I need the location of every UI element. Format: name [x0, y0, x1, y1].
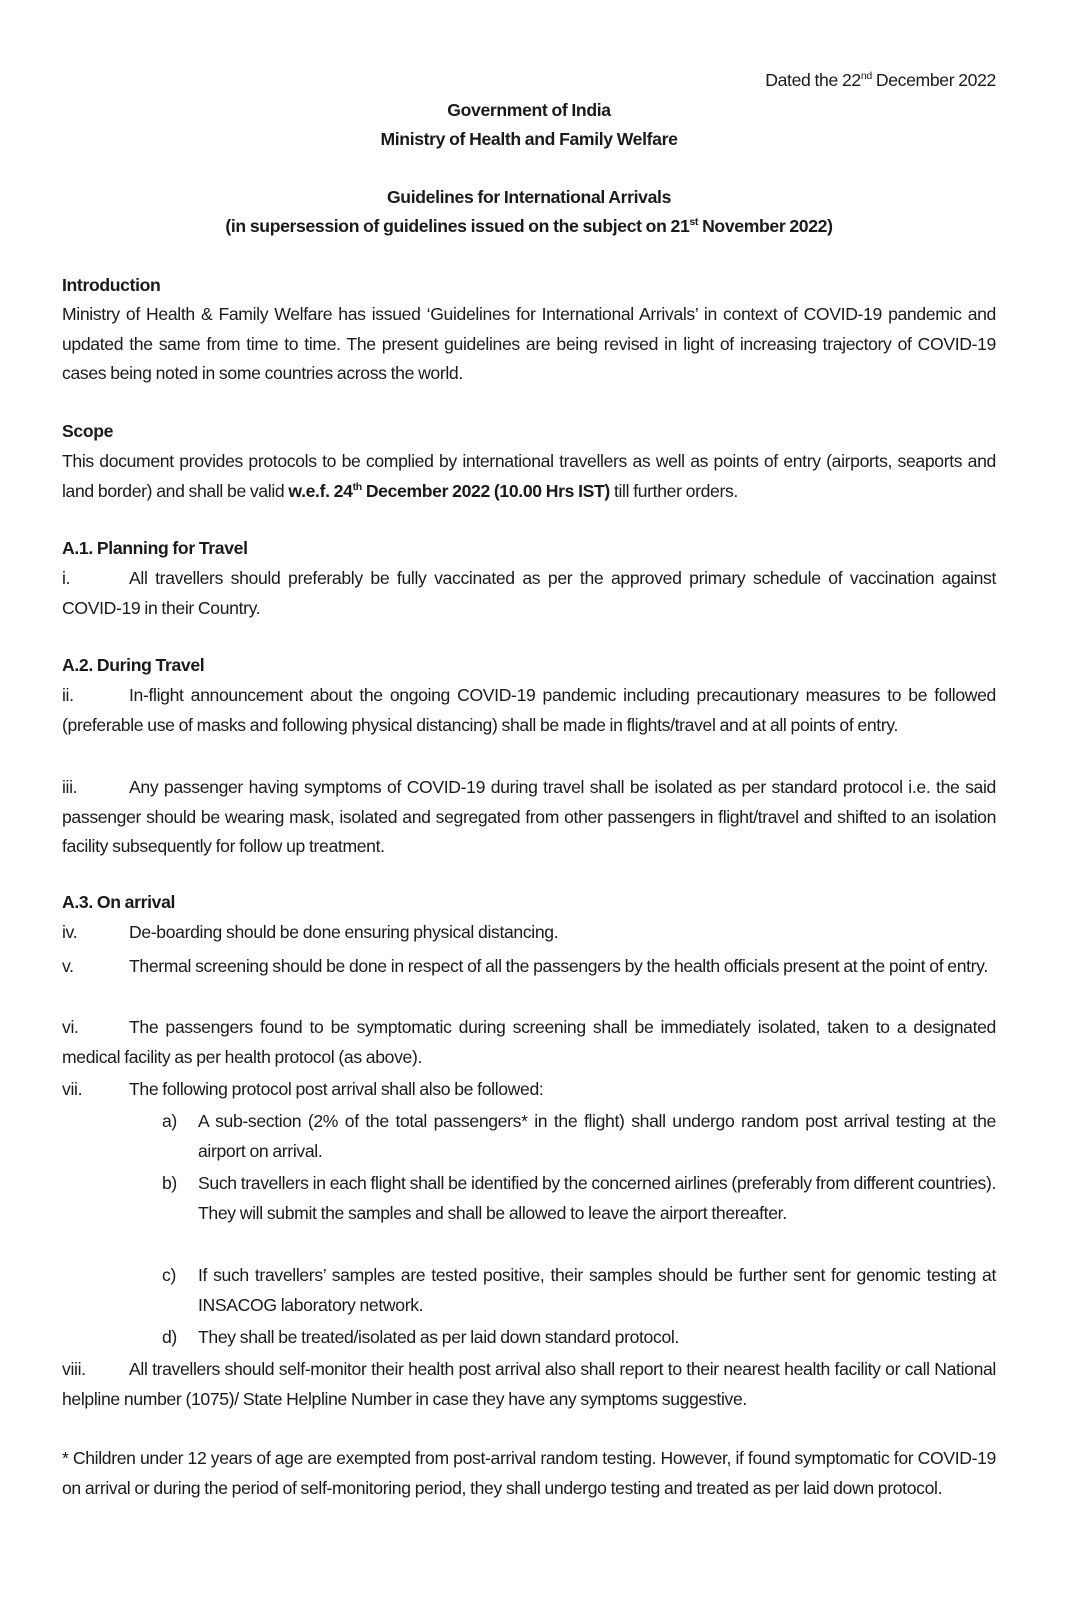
- sub-item-b: [162, 1169, 996, 1228]
- document-subtitle: [62, 216, 996, 237]
- sub-item-a: [162, 1107, 996, 1166]
- item-text: Thermal screening should be done in respect of all the passengers by the health officials present at the point of entry.: [129, 956, 988, 976]
- sub-item-c: [162, 1261, 996, 1320]
- document-title: Guidelines for International Arrivals: [386, 187, 672, 207]
- sub-item-d: [162, 1323, 996, 1353]
- item-text: All travellers should preferably be fully vaccinated as per the approved primary schedule of vaccination against COVID-19 in their Country.: [62, 568, 996, 618]
- item-text: The following protocol post arrival shall also be followed:: [129, 1079, 544, 1099]
- ministry-name: Ministry of Health and Family Welfare: [380, 129, 678, 149]
- sub-item-letter: c): [162, 1265, 176, 1285]
- list-item-viii: [62, 1355, 996, 1414]
- list-item-vi: [62, 1013, 996, 1072]
- item-number: iv.: [62, 922, 78, 942]
- scope-validity-suffix: December 2022 (10.00 Hrs IST): [361, 480, 610, 501]
- dated-prefix: Dated the 22: [765, 70, 861, 90]
- item-number: v.: [62, 956, 74, 976]
- section-a2-heading: A.2. During Travel: [62, 655, 205, 675]
- list-item-ii: [62, 681, 996, 740]
- subtitle-prefix: (in supersession of guidelines issued on the subject on 21: [225, 216, 690, 236]
- list-item-iii: [62, 773, 996, 862]
- item-number: iii.: [62, 777, 78, 797]
- item-number: ii.: [62, 685, 74, 705]
- sub-item-text: If such travellers’ samples are tested positive, their samples should be further sent for genomic testing at INSACOG laboratory network.: [198, 1265, 996, 1315]
- list-item-i: [62, 564, 996, 623]
- item-text: Any passenger having symptoms of COVID-19 during travel shall be isolated as per standard protocol i.e. the said passenger should be wearing mask, isolated and segregated from other passengers in flight/travel and shifted to an isolation facility subsequently for follow up treatment.: [62, 777, 996, 856]
- subtitle-sup: st: [689, 216, 699, 229]
- item-number: vi.: [62, 1017, 79, 1037]
- item-number: vii.: [62, 1079, 83, 1099]
- sub-item-letter: b): [162, 1173, 177, 1193]
- sub-item-letter: a): [162, 1111, 177, 1131]
- list-item-iv: [62, 918, 996, 948]
- item-text: The passengers found to be symptomatic during screening shall be immediately isolated, taken to a designated medical facility as per health protocol (as above).: [62, 1017, 996, 1067]
- introduction-heading: Introduction: [62, 275, 161, 295]
- scope-text-prefix: This document provides protocols to be complied by international travellers as well as points of entry (airports, seaports and land border) and shall be valid: [62, 451, 996, 501]
- item-text: In-flight announcement about the ongoing COVID-19 pandemic including precautionary measures to be followed (preferable use of masks and following physical distancing) shall be made in flights/travel and at all points of entry.: [62, 685, 996, 735]
- scope-text: [62, 447, 996, 506]
- subtitle-suffix: November 2022): [698, 216, 833, 236]
- section-a3-heading: A.3. On arrival: [62, 892, 176, 912]
- footnote: * Children under 12 years of age are exempted from post-arrival random testing. However, if found symptomatic for COVID-19 on arrival or during the period of self-monitoring period, they shall undergo testing and treated as per laid down protocol.: [62, 1448, 996, 1498]
- list-item-v: [62, 952, 996, 982]
- sub-item-text: Such travellers in each flight shall be identified by the concerned airlines (preferably from different countries). They will submit the samples and shall be allowed to leave the airport thereafter.: [198, 1173, 996, 1223]
- section-a1-heading: A.1. Planning for Travel: [62, 538, 248, 558]
- item-text: De-boarding should be done ensuring physical distancing.: [129, 922, 559, 942]
- introduction-text: Ministry of Health & Family Welfare has issued ‘Guidelines for International Arrivals’ in context of COVID-19 pandemic and updated the same from time to time. The present guidelines are being revised in light of increasing trajectory of COVID-19 cases being noted in some countries across the world.: [62, 304, 996, 383]
- item-number: viii.: [62, 1359, 86, 1379]
- sub-item-letter: d): [162, 1327, 177, 1347]
- scope-validity-sup: th: [352, 480, 362, 493]
- item-number: i.: [62, 568, 71, 588]
- scope-heading: Scope: [62, 421, 114, 441]
- item-text: All travellers should self-monitor their health post arrival also shall report to their nearest health facility or call National helpline number (1075)/ State Helpline Number in case they have any symptoms suggestive.: [62, 1359, 996, 1409]
- dated-sup: nd: [860, 70, 872, 83]
- sub-item-text: A sub-section (2% of the total passengers* in the flight) shall undergo random post arrival testing at the airport on arrival.: [198, 1111, 996, 1161]
- list-item-vii: [62, 1075, 996, 1105]
- dated-suffix: December 2022: [871, 70, 996, 90]
- scope-validity-prefix: w.e.f. 24: [288, 480, 353, 501]
- org-name: Government of India: [447, 100, 611, 120]
- dated-line: [765, 70, 996, 91]
- sub-item-text: They shall be treated/isolated as per laid down standard protocol.: [198, 1327, 679, 1347]
- scope-text-suffix: till further orders.: [609, 480, 738, 501]
